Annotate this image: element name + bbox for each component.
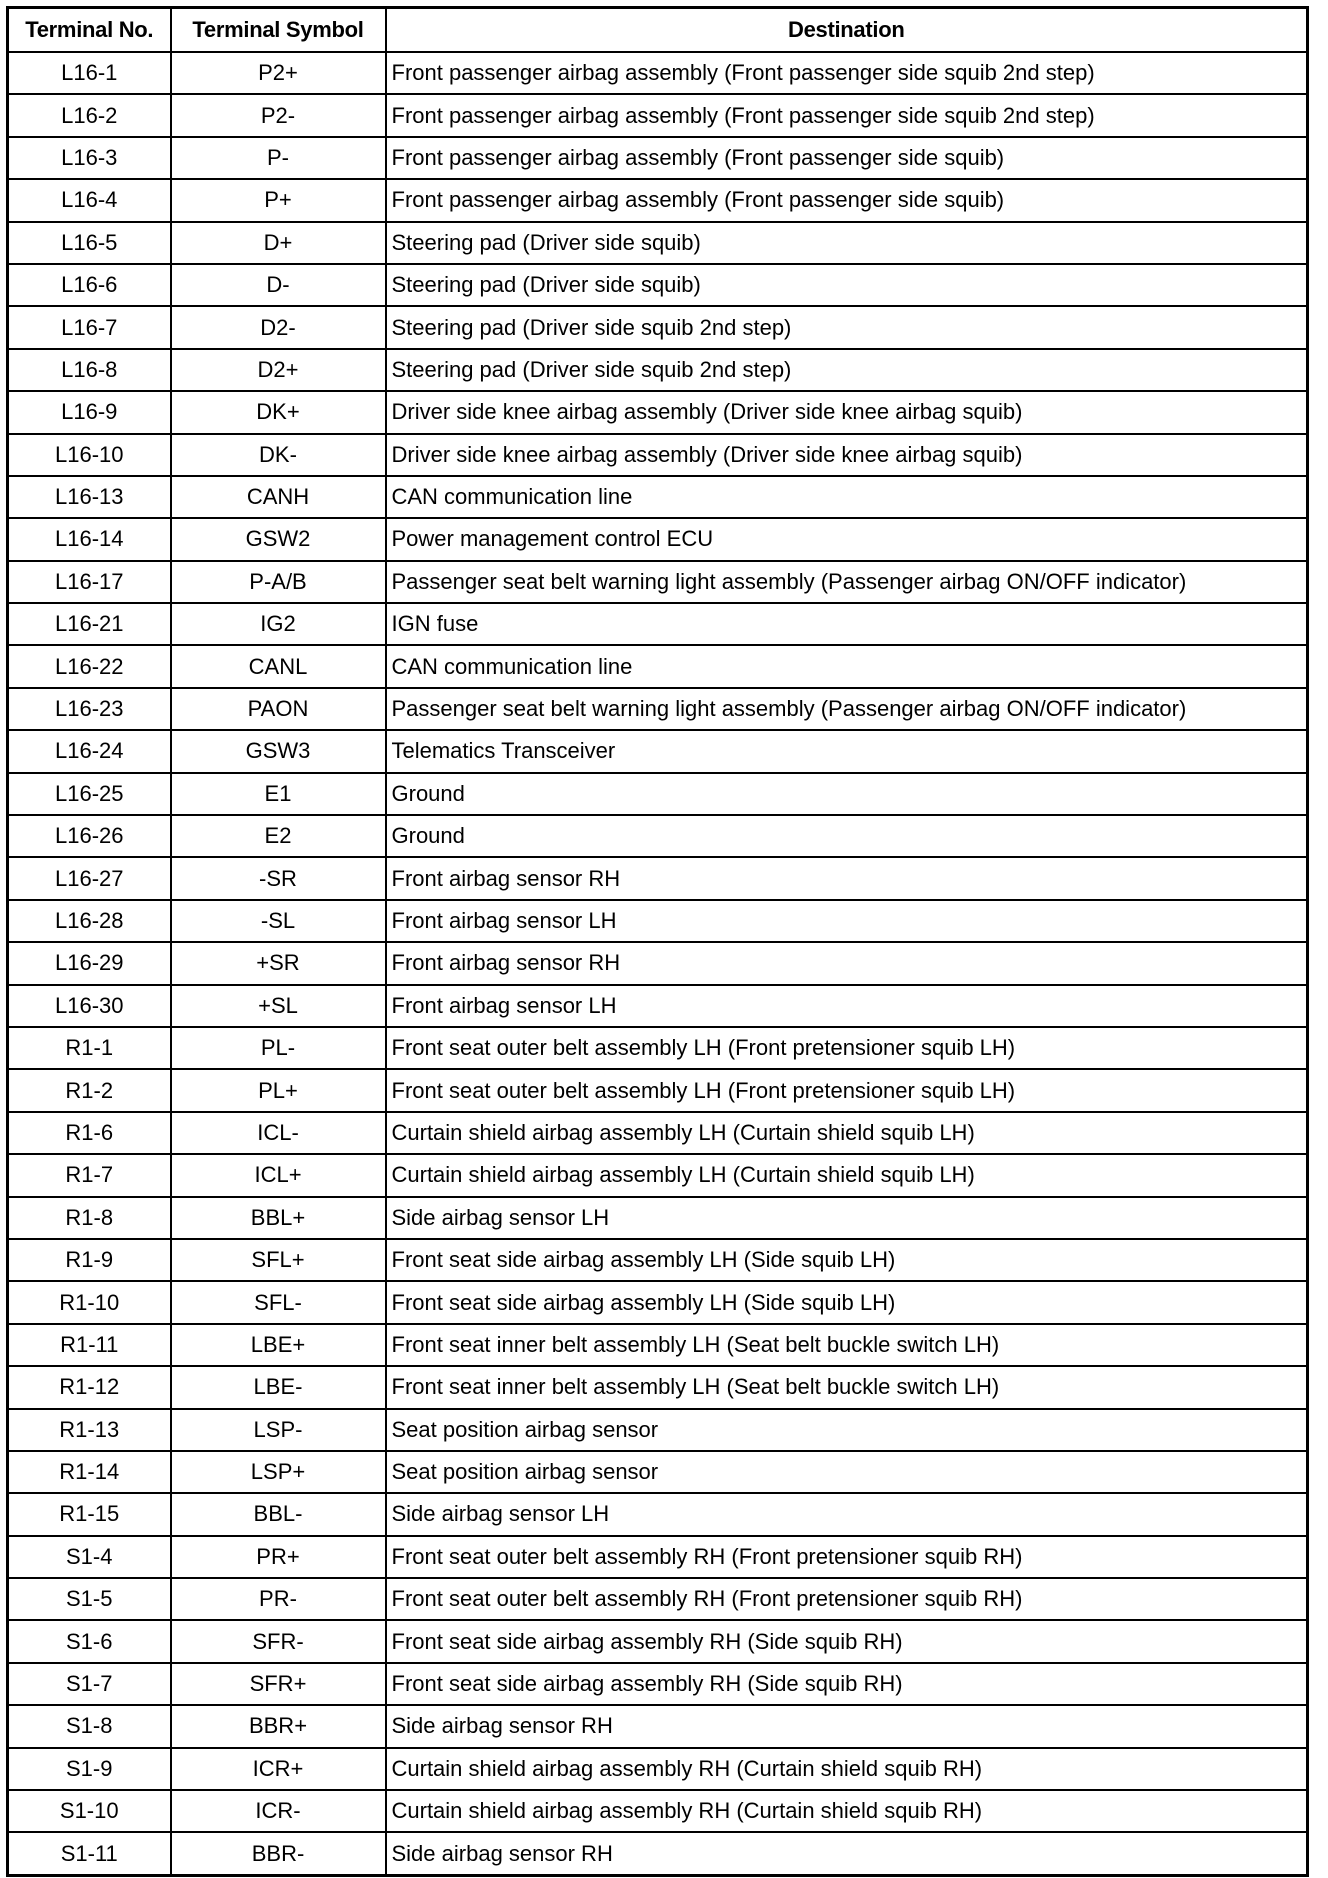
destination-cell: Steering pad (Driver side squib): [386, 222, 1308, 264]
table-row: [8, 264, 1308, 306]
table-row: [8, 1748, 1308, 1790]
terminal-no-cell: S1-4: [8, 1536, 171, 1578]
destination-cell: Front airbag sensor RH: [386, 857, 1308, 899]
terminal-symbol-cell: E2: [171, 815, 386, 857]
destination-cell: Telematics Transceiver: [386, 730, 1308, 772]
terminal-symbol-cell: GSW2: [171, 518, 386, 560]
destination-cell: CAN communication line: [386, 476, 1308, 518]
terminal-no-cell: L16-30: [8, 985, 171, 1027]
destination-cell: Front passenger airbag assembly (Front passenger side squib): [386, 179, 1308, 221]
destination-cell: Front seat side airbag assembly LH (Side squib LH): [386, 1281, 1308, 1323]
terminal-symbol-cell: LBE+: [171, 1324, 386, 1366]
terminal-no-cell: L16-1: [8, 52, 171, 94]
terminal-symbol-cell: LSP-: [171, 1409, 386, 1451]
table-row: [8, 985, 1308, 1027]
terminal-no-cell: L16-6: [8, 264, 171, 306]
terminal-symbol-cell: ICR-: [171, 1790, 386, 1832]
destination-cell: Front passenger airbag assembly (Front passenger side squib 2nd step): [386, 52, 1308, 94]
destination-cell: Front airbag sensor LH: [386, 985, 1308, 1027]
destination-cell: Front seat inner belt assembly LH (Seat belt buckle switch LH): [386, 1324, 1308, 1366]
terminal-no-cell: L16-17: [8, 561, 171, 603]
destination-cell: Front seat outer belt assembly LH (Front pretensioner squib LH): [386, 1027, 1308, 1069]
destination-cell: CAN communication line: [386, 645, 1308, 687]
terminal-no-cell: S1-5: [8, 1578, 171, 1620]
terminal-no-cell: L16-28: [8, 900, 171, 942]
terminal-no-cell: S1-7: [8, 1663, 171, 1705]
table-row: [8, 1451, 1308, 1493]
table-row: [8, 137, 1308, 179]
destination-cell: IGN fuse: [386, 603, 1308, 645]
destination-cell: Side airbag sensor LH: [386, 1197, 1308, 1239]
terminal-no-cell: L16-9: [8, 391, 171, 433]
terminal-symbol-cell: SFR-: [171, 1620, 386, 1662]
terminal-no-cell: S1-10: [8, 1790, 171, 1832]
destination-cell: Steering pad (Driver side squib): [386, 264, 1308, 306]
terminal-no-cell: R1-14: [8, 1451, 171, 1493]
terminal-symbol-cell: +SL: [171, 985, 386, 1027]
destination-cell: Front airbag sensor RH: [386, 942, 1308, 984]
terminal-symbol-cell: BBR+: [171, 1705, 386, 1747]
destination-cell: Ground: [386, 773, 1308, 815]
table-row: [8, 942, 1308, 984]
terminal-symbol-cell: PL-: [171, 1027, 386, 1069]
table-row: [8, 1536, 1308, 1578]
table-row: [8, 1281, 1308, 1323]
terminal-no-cell: S1-8: [8, 1705, 171, 1747]
terminal-symbol-cell: PR-: [171, 1578, 386, 1620]
table-row: [8, 1790, 1308, 1832]
destination-cell: Power management control ECU: [386, 518, 1308, 560]
terminal-no-cell: R1-8: [8, 1197, 171, 1239]
destination-cell: Ground: [386, 815, 1308, 857]
terminal-no-cell: L16-3: [8, 137, 171, 179]
terminal-symbol-cell: D-: [171, 264, 386, 306]
terminal-symbol-cell: E1: [171, 773, 386, 815]
table-row: [8, 349, 1308, 391]
table-row: [8, 518, 1308, 560]
table-row: [8, 1239, 1308, 1281]
terminal-no-cell: R1-10: [8, 1281, 171, 1323]
table-row: [8, 730, 1308, 772]
terminal-no-cell: L16-24: [8, 730, 171, 772]
terminal-no-cell: L16-13: [8, 476, 171, 518]
terminal-table: [6, 6, 1309, 1877]
table-row: [8, 391, 1308, 433]
terminal-no-cell: L16-8: [8, 349, 171, 391]
terminal-no-cell: R1-2: [8, 1069, 171, 1111]
terminal-no-cell: R1-13: [8, 1409, 171, 1451]
destination-cell: Seat position airbag sensor: [386, 1451, 1308, 1493]
terminal-no-cell: S1-6: [8, 1620, 171, 1662]
terminal-no-cell: R1-11: [8, 1324, 171, 1366]
terminal-no-cell: L16-26: [8, 815, 171, 857]
terminal-symbol-cell: P2-: [171, 94, 386, 136]
terminal-symbol-cell: GSW3: [171, 730, 386, 772]
terminal-symbol-cell: PL+: [171, 1069, 386, 1111]
terminal-symbol-cell: ICL-: [171, 1112, 386, 1154]
table-row: [8, 476, 1308, 518]
terminal-symbol-cell: BBL-: [171, 1493, 386, 1535]
terminal-no-cell: R1-9: [8, 1239, 171, 1281]
destination-cell: Side airbag sensor LH: [386, 1493, 1308, 1535]
terminal-symbol-cell: IG2: [171, 603, 386, 645]
terminal-symbol-cell: ICR+: [171, 1748, 386, 1790]
terminal-symbol-cell: CANH: [171, 476, 386, 518]
table-row: [8, 1027, 1308, 1069]
terminal-symbol-cell: DK-: [171, 434, 386, 476]
destination-cell: Passenger seat belt warning light assembly (Passenger airbag ON/OFF indicator): [386, 688, 1308, 730]
terminal-no-cell: L16-25: [8, 773, 171, 815]
destination-cell: Front airbag sensor LH: [386, 900, 1308, 942]
table-row: [8, 94, 1308, 136]
table-row: [8, 1112, 1308, 1154]
header-terminal-no: Terminal No.: [8, 8, 171, 53]
terminal-no-cell: R1-6: [8, 1112, 171, 1154]
destination-cell: Passenger seat belt warning light assembly (Passenger airbag ON/OFF indicator): [386, 561, 1308, 603]
table-row: [8, 603, 1308, 645]
destination-cell: Front seat inner belt assembly LH (Seat belt buckle switch LH): [386, 1366, 1308, 1408]
table-row: [8, 900, 1308, 942]
table-row: [8, 1154, 1308, 1196]
table-row: [8, 1069, 1308, 1111]
terminal-no-cell: R1-1: [8, 1027, 171, 1069]
terminal-no-cell: L16-2: [8, 94, 171, 136]
terminal-no-cell: S1-11: [8, 1832, 171, 1875]
destination-cell: Front passenger airbag assembly (Front passenger side squib 2nd step): [386, 94, 1308, 136]
header-destination: Destination: [386, 8, 1308, 53]
terminal-symbol-cell: D2+: [171, 349, 386, 391]
terminal-no-cell: L16-5: [8, 222, 171, 264]
terminal-no-cell: R1-12: [8, 1366, 171, 1408]
terminal-no-cell: L16-23: [8, 688, 171, 730]
destination-cell: Front seat outer belt assembly RH (Front pretensioner squib RH): [386, 1536, 1308, 1578]
terminal-symbol-cell: BBL+: [171, 1197, 386, 1239]
terminal-symbol-cell: LSP+: [171, 1451, 386, 1493]
destination-cell: Front seat side airbag assembly RH (Side squib RH): [386, 1620, 1308, 1662]
terminal-symbol-cell: -SR: [171, 857, 386, 899]
destination-cell: Curtain shield airbag assembly LH (Curtain shield squib LH): [386, 1112, 1308, 1154]
destination-cell: Curtain shield airbag assembly RH (Curtain shield squib RH): [386, 1748, 1308, 1790]
terminal-symbol-cell: ICL+: [171, 1154, 386, 1196]
table-row: [8, 857, 1308, 899]
table-row: [8, 645, 1308, 687]
terminal-symbol-cell: SFR+: [171, 1663, 386, 1705]
table-row: [8, 222, 1308, 264]
header-row: [8, 8, 1308, 53]
table-row: [8, 434, 1308, 476]
terminal-symbol-cell: LBE-: [171, 1366, 386, 1408]
table-row: [8, 815, 1308, 857]
terminal-symbol-cell: BBR-: [171, 1832, 386, 1875]
terminal-symbol-cell: D+: [171, 222, 386, 264]
terminal-no-cell: R1-15: [8, 1493, 171, 1535]
terminal-no-cell: L16-7: [8, 306, 171, 348]
terminal-symbol-cell: P2+: [171, 52, 386, 94]
terminal-no-cell: R1-7: [8, 1154, 171, 1196]
terminal-symbol-cell: D2-: [171, 306, 386, 348]
terminal-symbol-cell: PR+: [171, 1536, 386, 1578]
terminal-no-cell: L16-27: [8, 857, 171, 899]
terminal-no-cell: L16-14: [8, 518, 171, 560]
destination-cell: Front passenger airbag assembly (Front passenger side squib): [386, 137, 1308, 179]
table-row: [8, 1409, 1308, 1451]
destination-cell: Front seat outer belt assembly RH (Front pretensioner squib RH): [386, 1578, 1308, 1620]
table-row: [8, 1493, 1308, 1535]
terminal-no-cell: L16-10: [8, 434, 171, 476]
terminal-symbol-cell: +SR: [171, 942, 386, 984]
table-row: [8, 306, 1308, 348]
terminal-no-cell: S1-9: [8, 1748, 171, 1790]
destination-cell: Curtain shield airbag assembly LH (Curtain shield squib LH): [386, 1154, 1308, 1196]
terminal-no-cell: L16-22: [8, 645, 171, 687]
destination-cell: Front seat side airbag assembly LH (Side squib LH): [386, 1239, 1308, 1281]
destination-cell: Steering pad (Driver side squib 2nd step): [386, 306, 1308, 348]
table-row: [8, 773, 1308, 815]
table-row: [8, 1578, 1308, 1620]
destination-cell: Side airbag sensor RH: [386, 1832, 1308, 1875]
destination-cell: Front seat side airbag assembly RH (Side squib RH): [386, 1663, 1308, 1705]
terminal-no-cell: L16-21: [8, 603, 171, 645]
terminal-symbol-cell: P+: [171, 179, 386, 221]
terminal-symbol-cell: P-: [171, 137, 386, 179]
terminal-symbol-cell: DK+: [171, 391, 386, 433]
terminal-symbol-cell: SFL-: [171, 1281, 386, 1323]
table-row: [8, 1197, 1308, 1239]
destination-cell: Front seat outer belt assembly LH (Front pretensioner squib LH): [386, 1069, 1308, 1111]
table-row: [8, 1324, 1308, 1366]
destination-cell: Steering pad (Driver side squib 2nd step): [386, 349, 1308, 391]
destination-cell: Curtain shield airbag assembly RH (Curtain shield squib RH): [386, 1790, 1308, 1832]
table-row: [8, 179, 1308, 221]
header-terminal-symbol: Terminal Symbol: [171, 8, 386, 53]
table-row: [8, 688, 1308, 730]
terminal-symbol-cell: PAON: [171, 688, 386, 730]
terminal-symbol-cell: P-A/B: [171, 561, 386, 603]
table-row: [8, 1832, 1308, 1875]
terminal-symbol-cell: -SL: [171, 900, 386, 942]
table-row: [8, 1366, 1308, 1408]
table-row: [8, 1705, 1308, 1747]
destination-cell: Seat position airbag sensor: [386, 1409, 1308, 1451]
terminal-symbol-cell: CANL: [171, 645, 386, 687]
terminal-no-cell: L16-4: [8, 179, 171, 221]
terminal-symbol-cell: SFL+: [171, 1239, 386, 1281]
table-row: [8, 1663, 1308, 1705]
table-row: [8, 52, 1308, 94]
table-row: [8, 561, 1308, 603]
terminal-no-cell: L16-29: [8, 942, 171, 984]
destination-cell: Driver side knee airbag assembly (Driver side knee airbag squib): [386, 391, 1308, 433]
destination-cell: Side airbag sensor RH: [386, 1705, 1308, 1747]
destination-cell: Driver side knee airbag assembly (Driver side knee airbag squib): [386, 434, 1308, 476]
table-row: [8, 1620, 1308, 1662]
